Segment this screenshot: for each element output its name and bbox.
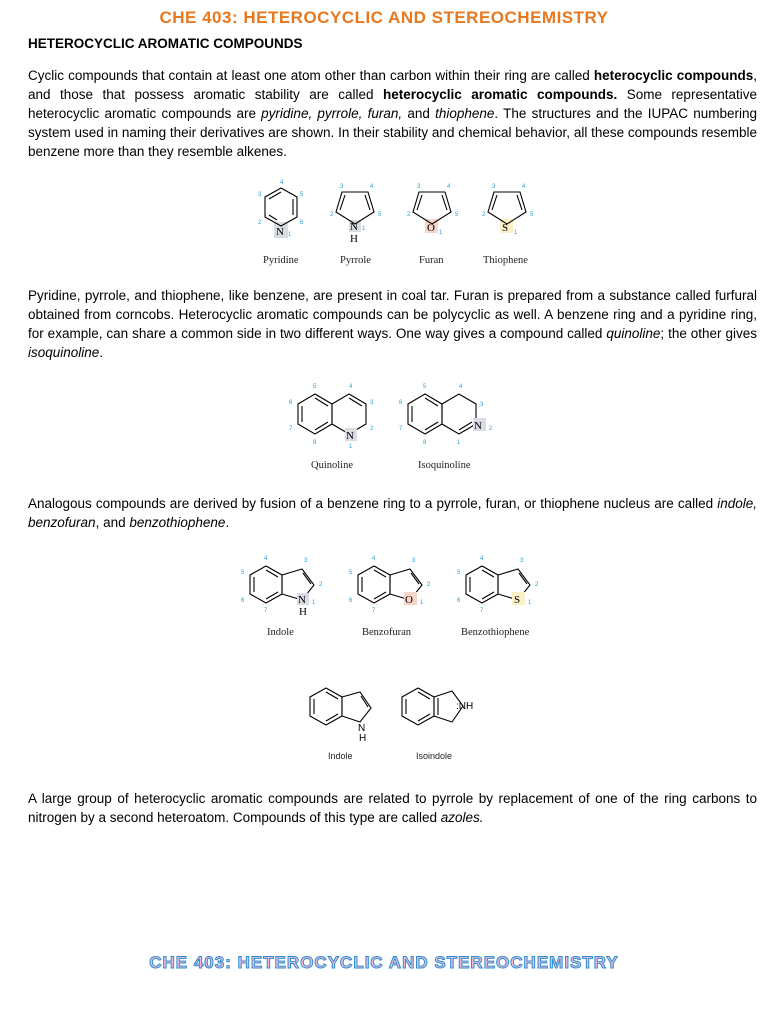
svg-text:7: 7 (399, 426, 403, 432)
svg-text:H: H (359, 733, 367, 744)
indole-structure (241, 556, 323, 618)
svg-text:6: 6 (457, 598, 461, 604)
svg-text:2: 2 (407, 212, 411, 218)
svg-text:5: 5 (530, 212, 534, 218)
svg-text:H: H (299, 606, 307, 618)
caption-pyrrole: Pyrrole (340, 255, 371, 266)
pyrrole-structure (330, 184, 382, 245)
svg-text:3: 3 (370, 400, 374, 406)
svg-text:4: 4 (447, 184, 451, 190)
caption-thiophene: Thiophene (483, 255, 528, 266)
svg-text:2: 2 (330, 212, 334, 218)
svg-text:1: 1 (312, 600, 316, 606)
pyridine-nitrogen: N (276, 226, 284, 238)
svg-text:5: 5 (455, 212, 459, 218)
caption-quinoline: Quinoline (311, 460, 353, 471)
svg-text:8: 8 (423, 440, 427, 446)
svg-text:3: 3 (492, 184, 496, 190)
quinoline-structure (289, 384, 374, 450)
svg-text:2: 2 (319, 582, 323, 588)
paragraph-fused: Analogous compounds are derived by fusion of a benzene ring to a pyrrole, furan, or thiophene nucleus are called indole, benzofuran, and benzothiophene. (28, 496, 757, 530)
svg-text:5: 5 (423, 384, 427, 390)
svg-text:N: N (346, 430, 354, 442)
svg-text:N: N (474, 420, 482, 432)
svg-text:4: 4 (349, 384, 353, 390)
paragraph-coal-tar: Pyridine, pyrrole, and thiophene, like benzene, are present in coal tar. Furan is prepared from a substance called furfural obtained from corncobs. Heterocyclic aromatic compounds can be polycyclic as well. A benzene ring and a pyridine ring, for example, can share a common side in two different ways. One way gives a compound called quinoline; the other gives isoquinoline. (28, 288, 758, 360)
benzothiophene-structure (457, 556, 539, 614)
svg-text:4: 4 (522, 184, 526, 190)
svg-text:4: 4 (264, 556, 268, 562)
svg-text:5: 5 (349, 570, 353, 576)
svg-text:5: 5 (313, 384, 317, 390)
pyridine-structure (258, 180, 304, 238)
svg-text:S: S (502, 222, 509, 234)
footer-title: CHE 403: HETEROCYCLIC AND STEREOCHEMISTRY (149, 953, 619, 972)
svg-text:1: 1 (439, 230, 443, 236)
svg-text:3: 3 (480, 402, 484, 408)
isoquinoline-structure (399, 384, 493, 446)
svg-text:2: 2 (482, 212, 486, 218)
svg-text::NH: :NH (456, 701, 474, 712)
svg-text:6: 6 (289, 400, 293, 406)
figure-monocyclic-heterocycles (250, 176, 550, 281)
svg-text:7: 7 (372, 608, 376, 614)
svg-text:6: 6 (399, 400, 403, 406)
indole-structure-2 (310, 688, 371, 744)
svg-text:1: 1 (349, 444, 353, 450)
paragraph-azoles: A large group of heterocyclic aromatic compounds are related to pyrrole by replacement of one of the ring carbons to nitrogen by a second heteroatom. Compounds of this type are called azoles. (28, 791, 757, 825)
svg-text:6: 6 (241, 598, 245, 604)
svg-text:4: 4 (372, 556, 376, 562)
svg-text:6: 6 (300, 220, 304, 226)
svg-text:4: 4 (280, 180, 284, 186)
svg-text:2: 2 (489, 426, 493, 432)
svg-text:5: 5 (300, 192, 304, 198)
svg-text:3: 3 (258, 192, 262, 198)
svg-text:3: 3 (417, 184, 421, 190)
benzofuran-structure (349, 556, 431, 614)
svg-text:2: 2 (370, 426, 374, 432)
svg-text:7: 7 (480, 608, 484, 614)
caption-indole: Indole (267, 627, 294, 638)
svg-text:7: 7 (289, 426, 293, 432)
caption-furan: Furan (419, 255, 444, 266)
svg-text:4: 4 (459, 384, 463, 390)
svg-text:2: 2 (427, 582, 431, 588)
svg-text:5: 5 (378, 212, 382, 218)
caption-isoindole: Isoindole (416, 751, 453, 761)
svg-text:N: N (298, 594, 306, 606)
svg-text:1: 1 (288, 232, 292, 238)
svg-text:5: 5 (457, 570, 461, 576)
svg-text:1: 1 (457, 440, 461, 446)
svg-text:3: 3 (520, 558, 524, 564)
caption-indole-2: Indole (328, 751, 353, 761)
figure-benzo-fused (232, 548, 552, 653)
page-title: CHE 403: HETEROCYCLIC AND STEREOCHEMISTRY (159, 8, 609, 27)
caption-benzofuran: Benzofuran (362, 627, 411, 638)
caption-benzothiophene: Benzothiophene (461, 627, 530, 638)
section-heading: HETEROCYCLIC AROMATIC COMPOUNDS (28, 36, 303, 51)
svg-text:4: 4 (370, 184, 374, 190)
caption-isoquinoline: Isoquinoline (418, 460, 471, 471)
svg-text:1: 1 (420, 600, 424, 606)
svg-text:6: 6 (349, 598, 353, 604)
svg-text:4: 4 (480, 556, 484, 562)
isoindole-structure (402, 688, 473, 725)
svg-text:N: N (358, 723, 366, 734)
svg-text:5: 5 (241, 570, 245, 576)
svg-text:3: 3 (340, 184, 344, 190)
caption-pyridine: Pyridine (263, 255, 299, 266)
svg-text:1: 1 (528, 600, 532, 606)
svg-text:N: N (350, 221, 358, 233)
svg-text:2: 2 (258, 220, 262, 226)
svg-text:7: 7 (264, 608, 268, 614)
svg-text:8: 8 (313, 440, 317, 446)
svg-text:2: 2 (535, 582, 539, 588)
svg-text:1: 1 (362, 226, 366, 232)
paragraph-intro: Cyclic compounds that contain at least one atom other than carbon within their ring are called heterocyclic compounds, and those that possess aromatic stability are called heterocyclic aromatic compounds. Some representative heterocyclic aromatic compounds are pyridine, pyrrole, furan, and thiophene. The structures and the IUPAC numbering system used in naming their derivatives are shown. In their stability and chemical behavior, all these compounds resemble benzene more than they resemble alkenes. (28, 68, 757, 159)
svg-text:H: H (350, 233, 358, 245)
figure-quinolines (285, 378, 505, 483)
figure-indole-isoindole (300, 680, 500, 775)
thiophene-structure (482, 184, 534, 236)
svg-text:1: 1 (514, 230, 518, 236)
svg-text:3: 3 (412, 558, 416, 564)
svg-text:3: 3 (304, 558, 308, 564)
furan-structure (407, 184, 459, 236)
svg-text:O: O (405, 594, 413, 606)
svg-text:S: S (514, 594, 521, 606)
svg-text:O: O (427, 222, 435, 234)
